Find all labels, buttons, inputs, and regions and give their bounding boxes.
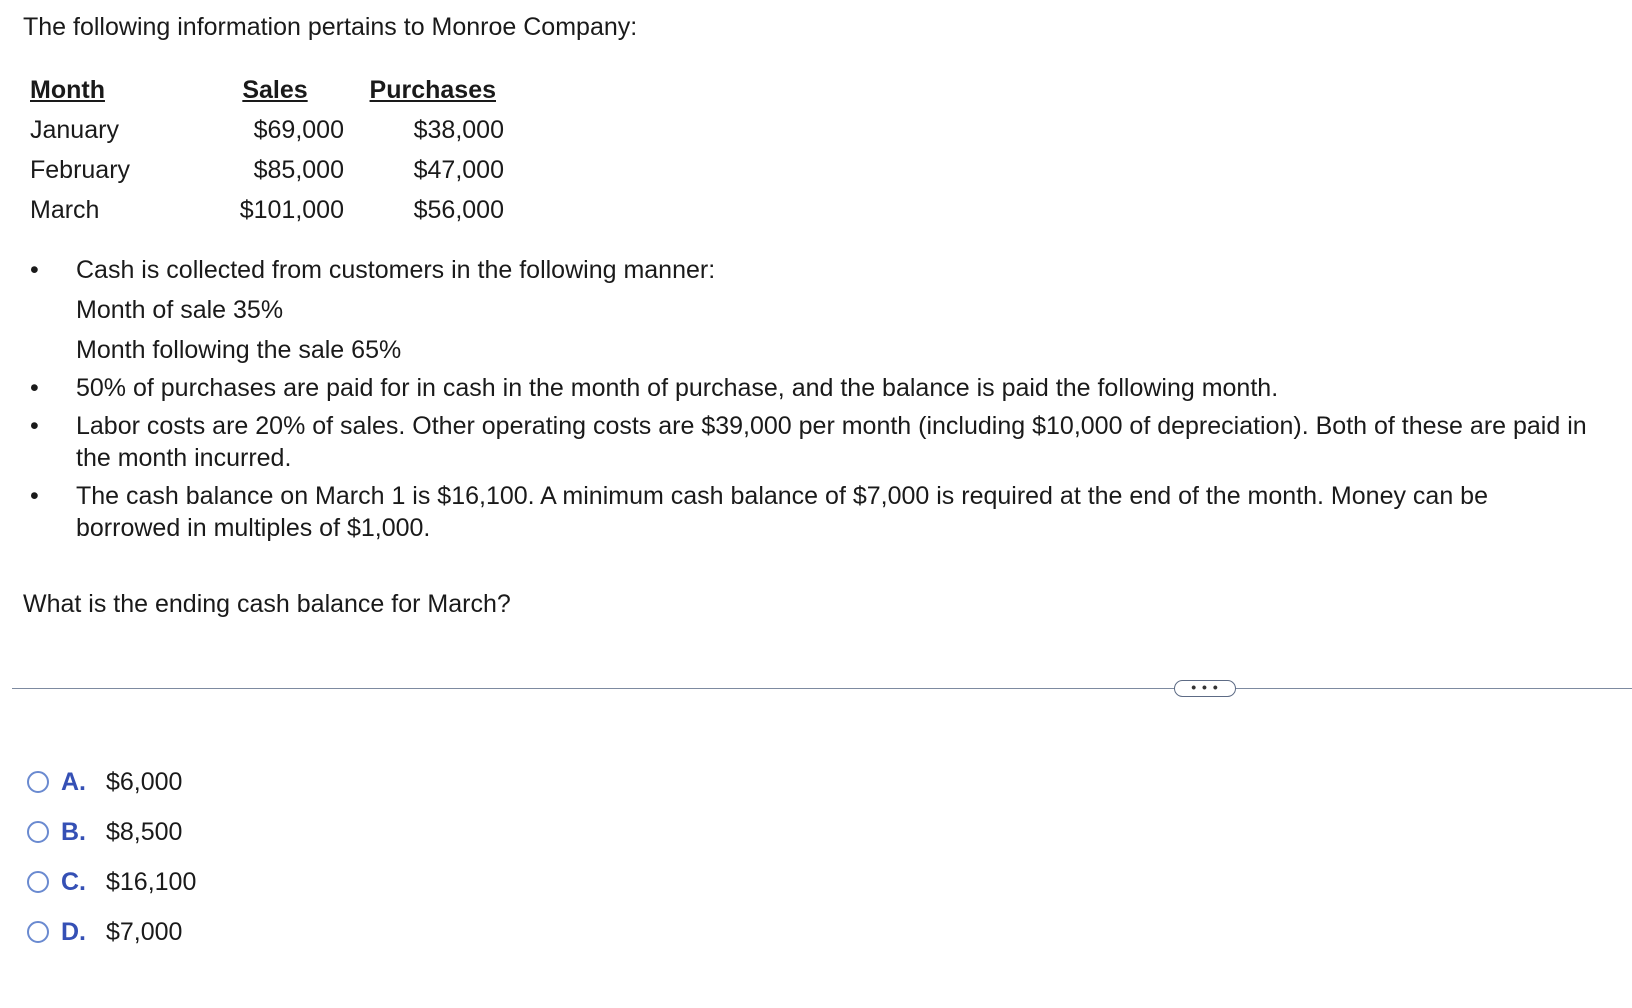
radio-icon[interactable]: [27, 921, 49, 943]
option-value: $6,000: [106, 767, 183, 796]
more-options-button[interactable]: • • •: [1174, 680, 1236, 697]
option-value: $8,500: [106, 817, 183, 846]
radio-icon[interactable]: [27, 821, 49, 843]
answer-options: [27, 757, 196, 957]
row-purchases: $56,000: [413, 195, 504, 224]
bullet-icon: •: [30, 482, 39, 510]
list-item: [23, 254, 1593, 366]
radio-icon[interactable]: [27, 871, 49, 893]
sales-purchases-table: [23, 70, 504, 230]
bullet-icon: •: [30, 374, 39, 402]
question-text: What is the ending cash balance for March?: [23, 590, 511, 618]
option-value: $16,100: [106, 867, 197, 896]
divider: [12, 688, 1632, 689]
header-sales: Sales: [242, 75, 308, 104]
header-purchases: Purchases: [369, 75, 496, 104]
table-row: [23, 150, 504, 190]
option-value: $7,000: [106, 917, 183, 946]
bullet-text: Cash is collected from customers in the following manner:: [76, 256, 716, 284]
radio-icon[interactable]: [27, 771, 49, 793]
answer-option-c[interactable]: [27, 857, 196, 907]
row-purchases: $38,000: [413, 115, 504, 144]
bullet-text: Month of sale 35%: [76, 296, 284, 324]
row-sales: $85,000: [253, 155, 344, 184]
list-item: [23, 480, 1593, 544]
intro-text: The following information pertains to Monroe Company:: [23, 13, 638, 41]
bullet-icon: •: [30, 412, 39, 440]
conditions-list: [23, 254, 1593, 550]
option-letter: D.: [61, 917, 86, 946]
bullet-text: Month following the sale 65%: [76, 336, 402, 364]
bullet-text: The cash balance on March 1 is $16,100. A minimum cash balance of $7,000 is required at the end of the month. Money can be borrowed in multiples of $1,000.: [76, 482, 1488, 542]
answer-option-b[interactable]: [27, 807, 196, 857]
row-purchases: $47,000: [413, 155, 504, 184]
row-month: March: [30, 195, 100, 224]
list-item: [23, 410, 1593, 474]
option-letter: A.: [61, 767, 86, 796]
header-month: Month: [30, 75, 105, 104]
row-sales: $101,000: [239, 195, 344, 224]
bullet-text: Labor costs are 20% of sales. Other operating costs are $39,000 per month (including $10,000 of depreciation). Both of these are paid in the month incurred.: [76, 412, 1587, 472]
row-month: February: [30, 155, 131, 184]
table-row: [23, 110, 504, 150]
row-month: January: [30, 115, 119, 144]
bullet-icon: •: [30, 256, 39, 284]
list-item: [23, 372, 1593, 404]
row-sales: $69,000: [253, 115, 344, 144]
table-header-row: [23, 70, 504, 110]
table-row: [23, 190, 504, 230]
option-letter: B.: [61, 817, 86, 846]
answer-option-d[interactable]: [27, 907, 196, 957]
option-letter: C.: [61, 867, 86, 896]
answer-option-a[interactable]: [27, 757, 196, 807]
bullet-text: 50% of purchases are paid for in cash in the month of purchase, and the balance is paid the following month.: [76, 374, 1279, 402]
